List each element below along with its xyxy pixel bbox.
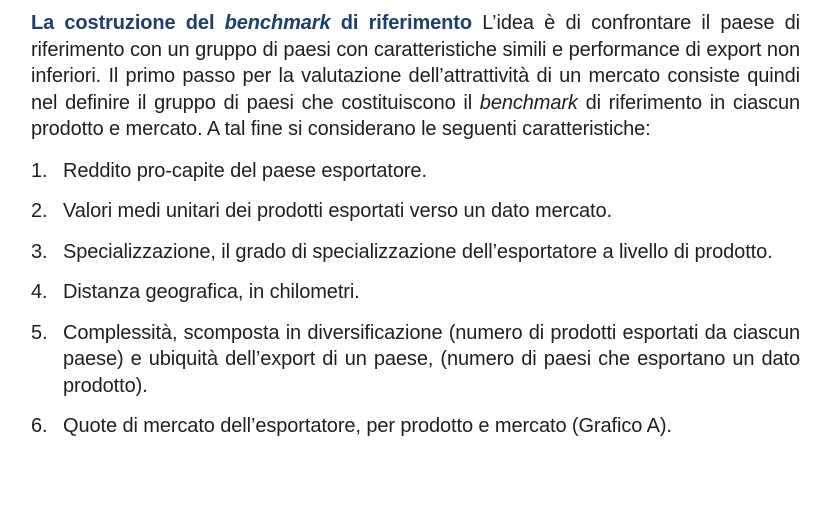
heading-part2: di riferimento bbox=[330, 12, 472, 34]
list-item bbox=[31, 320, 800, 400]
list-item-text: Complessità, scomposta in diversificazione (numero di prodotti esportati da ciascun paese) e ubiquità dell’export di un paese, (numero di paesi che esportano un dato prodotto). bbox=[63, 321, 800, 397]
list-item bbox=[31, 198, 800, 225]
list-item-text: Valori medi unitari dei prodotti esportati verso un dato mercato. bbox=[63, 200, 612, 222]
intro-text-italic: benchmark bbox=[479, 91, 578, 114]
section-heading bbox=[31, 12, 472, 34]
list-item-number: 6. bbox=[31, 415, 48, 437]
intro-text-part1: L’idea è di confrontare il paese di riferimento con un gruppo di paesi con caratteristiche simili e performance di export non inferiori. Il primo passo per la valutazione dell’attrattività di un mercato consiste quindi nel definire il gruppo di paesi che costituiscono il bbox=[31, 12, 800, 114]
list-item bbox=[31, 413, 800, 440]
criteria-list bbox=[31, 158, 800, 440]
document-body bbox=[31, 10, 800, 440]
list-item-number: 2. bbox=[31, 200, 48, 222]
list-item-number: 1. bbox=[31, 159, 48, 182]
list-item-text: Quote di mercato dell’esportatore, per prodotto e mercato (Grafico A). bbox=[63, 415, 672, 437]
list-item-number: 3. bbox=[31, 240, 48, 263]
list-item bbox=[31, 279, 800, 306]
list-item bbox=[31, 239, 800, 266]
list-item-text: Specializzazione, il grado di specializzazione dell’esportatore a livello di prodotto. bbox=[63, 240, 773, 263]
list-item-number: 4. bbox=[31, 281, 48, 303]
heading-part1: La costruzione del bbox=[31, 12, 225, 34]
list-item bbox=[31, 158, 800, 185]
list-item-text: Distanza geografica, in chilometri. bbox=[63, 281, 360, 303]
intro-paragraph bbox=[31, 10, 800, 143]
intro-text-part2: di riferimento in ciascun prodotto e mercato. A tal fine si considerano le seguenti caratteristiche: bbox=[31, 91, 800, 140]
list-item-number: 5. bbox=[31, 321, 48, 344]
heading-italic: benchmark bbox=[224, 12, 331, 34]
list-item-text: Reddito pro-capite del paese esportatore. bbox=[63, 159, 427, 182]
